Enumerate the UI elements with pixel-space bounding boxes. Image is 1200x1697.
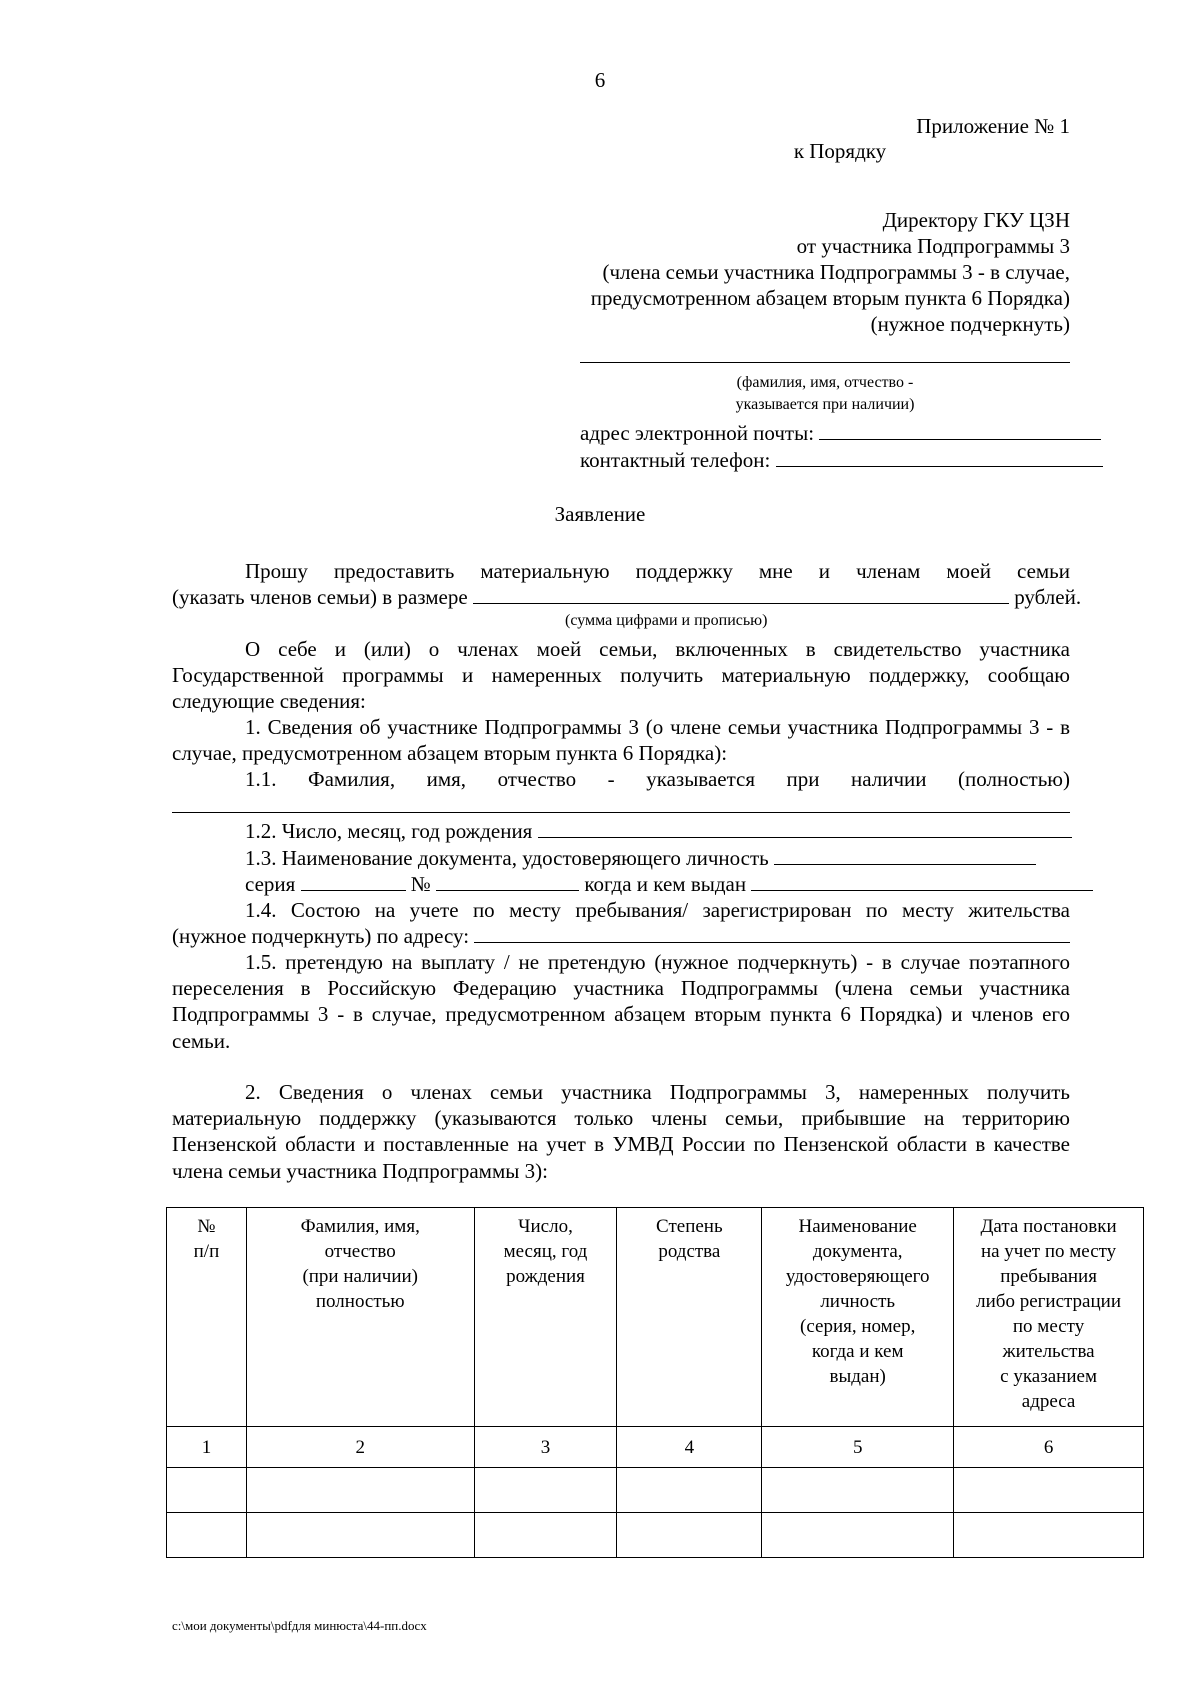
header-cell: [167, 1208, 247, 1427]
column-number: 1: [167, 1427, 247, 1468]
header-line: Степень: [656, 1216, 723, 1237]
item-1-3-label: 1.3. Наименование документа, удостоверяющего личность: [245, 846, 769, 870]
column-number: 3: [474, 1427, 617, 1468]
header-line: личность: [820, 1291, 896, 1312]
table-cell[interactable]: [954, 1513, 1144, 1558]
number-label: №: [410, 872, 431, 896]
header-line: выдан): [829, 1366, 886, 1387]
header-line: адреса: [1021, 1391, 1076, 1412]
name-fill-line: [580, 362, 1070, 363]
table-row: [167, 1513, 1144, 1558]
header-line: документа,: [812, 1241, 903, 1262]
header-line: месяц, год: [503, 1241, 588, 1262]
name-caption-1: (фамилия, имя, отчество -: [736, 374, 914, 391]
request-line-2-prefix: (указать членов семьи) в размере: [172, 585, 468, 609]
column-number: 6: [954, 1427, 1144, 1468]
addressee-line-5: (нужное подчеркнуть): [870, 312, 1070, 336]
item-1-2-row: [172, 818, 1143, 844]
request-line-1: Прошу предоставить материальную поддержку мне и членам моей семьи: [245, 559, 1070, 583]
table-cell[interactable]: [617, 1468, 762, 1513]
header-cell: [762, 1208, 954, 1427]
table-cell[interactable]: [762, 1468, 954, 1513]
birth-date-fill-line: [538, 818, 1072, 838]
header-line: с указанием: [1000, 1366, 1097, 1387]
header-cell: [954, 1208, 1144, 1427]
item-1-4-line-1: 1.4. Состою на учете по месту пребывания/ зарегистрирован по месту жительства: [245, 898, 1070, 922]
family-members-table: [166, 1207, 1144, 1558]
item-1-5: 1.5. претендую на выплату / не претендую (нужное подчеркнуть) - в случае поэтапного переселения в Российскую Федерацию участника Подпрограммы (члена семьи участника Подпрограммы 3 - в случае, предусмотренном абзацем вторым пункта 6 Порядка) и членов его семьи.: [172, 950, 1070, 1053]
email-fill-line: [819, 420, 1101, 440]
header-line: по месту: [1012, 1316, 1085, 1337]
header-cell: [617, 1208, 762, 1427]
item-1-1-fill-line: [172, 812, 1070, 813]
section-2-heading: 2. Сведения о членах семьи участника Подпрограммы 3, намеренных получить материальную поддержку (указываются только члены семьи, прибывшие на территорию Пензенской области и поставленные на учет в УМВД России по Пензенской области в качестве члена семьи участника Подпрограммы 3):: [172, 1080, 1070, 1183]
request-line-2-suffix: рублей.: [1014, 585, 1082, 609]
request-line-2: [172, 584, 1082, 610]
name-caption-2: указывается при наличии): [735, 396, 915, 413]
table-cell[interactable]: [474, 1468, 617, 1513]
addressee-line-3: (члена семьи участника Подпрограммы 3 - в случае,: [602, 260, 1070, 284]
header-line: рождения: [506, 1266, 585, 1287]
table-cell[interactable]: [246, 1468, 474, 1513]
addressee-line-4: предусмотренном абзацем вторым пункта 6 Порядка): [590, 286, 1070, 310]
address-fill-line: [474, 923, 1070, 943]
document-fill-line: [774, 845, 1036, 865]
header-line: полностью: [315, 1291, 405, 1312]
header-line: когда и кем: [811, 1341, 904, 1362]
number-fill-line: [436, 871, 579, 891]
item-1-1: 1.1. Фамилия, имя, отчество - указывается при наличии (полностью): [245, 767, 1070, 791]
section-1-heading: 1. Сведения об участнике Подпрограммы 3 (о члене семьи участника Подпрограммы 3 - в случае, предусмотренном абзацем вторым пункта 6 Порядка):: [172, 715, 1070, 766]
header-line: Фамилия, имя,: [300, 1216, 420, 1237]
header-line: (при наличии): [302, 1266, 418, 1287]
column-number: 2: [246, 1427, 474, 1468]
item-1-4-label: (нужное подчеркнуть) по адресу:: [172, 924, 470, 948]
series-label: серия: [245, 872, 296, 896]
header-line: родства: [658, 1241, 721, 1262]
addressee-line-1: Директору ГКУ ЦЗН: [882, 208, 1070, 232]
table-row: [167, 1468, 1144, 1513]
amount-caption: (сумма цифрами и прописью): [565, 612, 768, 629]
table-header-row: [167, 1208, 1144, 1427]
header-line: пребывания: [1000, 1266, 1097, 1287]
item-1-3-row: [172, 845, 1143, 871]
email-row: [580, 420, 1070, 446]
header-cell: [246, 1208, 474, 1427]
header-line: жительства: [1002, 1341, 1095, 1362]
appendix-line-2: к Порядку: [793, 139, 887, 163]
column-number: 5: [762, 1427, 954, 1468]
header-line: на учет по месту: [980, 1241, 1117, 1262]
table-number-row: [167, 1427, 1144, 1468]
header-line: отчество: [324, 1241, 396, 1262]
appendix-line-1: Приложение № 1: [916, 114, 1070, 138]
header-line: удостоверяющего: [785, 1266, 930, 1287]
header-cell: [474, 1208, 617, 1427]
table-cell[interactable]: [474, 1513, 617, 1558]
phone-fill-line: [776, 447, 1103, 467]
table-cell[interactable]: [246, 1513, 474, 1558]
intro-paragraph: О себе и (или) о членах моей семьи, включенных в свидетельство участника Государственной программы и намеренных получить материальную поддержку, сообщаю следующие сведения:: [172, 637, 1070, 714]
table-cell[interactable]: [954, 1468, 1144, 1513]
item-1-2-label: 1.2. Число, месяц, год рождения: [245, 819, 533, 843]
document-title: Заявление: [554, 502, 646, 526]
header-line: Наименование: [798, 1216, 917, 1237]
table-cell[interactable]: [167, 1468, 247, 1513]
table-cell[interactable]: [762, 1513, 954, 1558]
phone-row: [580, 447, 1070, 473]
header-line: либо регистрации: [976, 1291, 1121, 1312]
issued-label: когда и кем выдан: [584, 872, 747, 896]
header-line: п/п: [193, 1241, 220, 1262]
series-fill-line: [301, 871, 406, 891]
header-line: (серия, номер,: [800, 1316, 916, 1337]
file-path-footer: c:\мои документы\pdfдля минюста\44-пп.docx: [172, 1618, 427, 1633]
header-line: Дата постановки: [980, 1216, 1117, 1237]
column-number: 4: [617, 1427, 762, 1468]
amount-fill-line: [473, 584, 1009, 604]
header-line: Число,: [518, 1216, 573, 1237]
table-cell[interactable]: [617, 1513, 762, 1558]
page-number: 6: [594, 68, 606, 92]
issued-fill-line: [751, 871, 1093, 891]
document-details-row: [172, 871, 1143, 897]
header-line: №: [197, 1216, 216, 1237]
email-label: адрес электронной почты:: [580, 421, 815, 445]
phone-label: контактный телефон:: [580, 448, 771, 472]
item-1-4-line-2: [172, 923, 1070, 949]
table-cell[interactable]: [167, 1513, 247, 1558]
addressee-line-2: от участника Подпрограммы 3: [796, 234, 1070, 258]
